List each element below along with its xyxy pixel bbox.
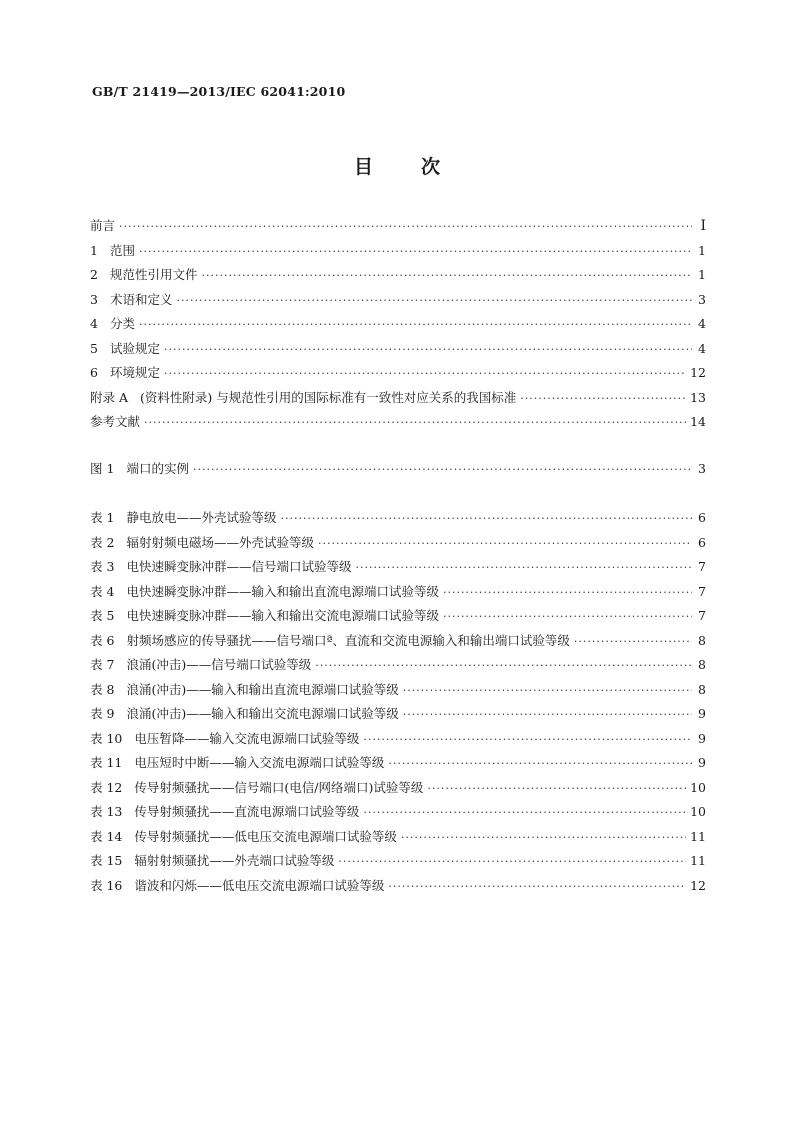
- entry-number: 2: [90, 267, 98, 282]
- toc-tables-section: [90, 508, 706, 900]
- entry-number: 表 6: [90, 632, 115, 648]
- table-entry[interactable]: [90, 876, 706, 901]
- entry-title: 规范性引用文件: [109, 267, 198, 282]
- table-entry[interactable]: [90, 631, 706, 656]
- page-number: 6: [698, 534, 706, 550]
- entry-title: 端口的实例: [126, 461, 189, 476]
- entry-number: 附录 A: [90, 389, 129, 405]
- entry-title: 参考文献: [90, 414, 141, 429]
- table-entry[interactable]: [90, 704, 706, 729]
- entry-title: 传导射频骚扰——低电压交流电源端口试验等级: [134, 828, 397, 844]
- table-entry[interactable]: [90, 557, 706, 582]
- entry-title: 范围: [109, 242, 135, 258]
- entry-number: 1: [90, 242, 98, 258]
- dot-leader: [201, 269, 692, 282]
- table-entry[interactable]: [90, 655, 706, 680]
- entry-title: 分类: [109, 316, 135, 331]
- toc-entry[interactable]: [90, 290, 706, 315]
- page-number: 1: [698, 242, 706, 258]
- page-title: 目次: [353, 156, 488, 178]
- entry-number: 表 7: [90, 657, 115, 672]
- dot-leader: [520, 392, 686, 405]
- page-number: 11: [690, 828, 706, 844]
- entry-number: 6: [90, 365, 98, 380]
- page-number: 12: [690, 877, 706, 893]
- page-number: 9: [698, 706, 706, 721]
- dot-leader: [193, 463, 692, 476]
- entry-title: 术语和定义: [109, 291, 173, 307]
- dot-leader: [427, 782, 686, 795]
- page-number: 1: [698, 267, 706, 282]
- page-number: 7: [698, 583, 706, 599]
- toc-entry[interactable]: [90, 412, 706, 437]
- dot-leader: [176, 294, 692, 307]
- table-entry[interactable]: [90, 508, 706, 533]
- page-number: 8: [698, 632, 706, 648]
- entry-title: 电压短时中断——输入交流电源端口试验等级: [134, 755, 385, 770]
- page-number: 7: [698, 559, 706, 574]
- dot-leader: [355, 561, 692, 574]
- page-number: 13: [690, 389, 706, 405]
- dot-leader: [280, 512, 692, 525]
- entry-title: 电快速瞬变脉冲群——输入和输出直流电源端口试验等级: [126, 583, 439, 599]
- table-entry[interactable]: [90, 606, 706, 631]
- page-number: Ⅰ: [700, 218, 706, 234]
- entry-number: 表 12: [90, 779, 123, 795]
- dot-leader: [144, 416, 686, 429]
- dot-leader: [443, 586, 692, 599]
- entry-title: 浪涌(冲击)——输入和输出直流电源端口试验等级: [126, 681, 399, 697]
- dot-leader: [338, 855, 686, 868]
- dot-leader: [318, 537, 692, 550]
- entry-number: 表 16: [90, 877, 123, 893]
- toc-figures-section: [90, 459, 706, 484]
- page-number: 4: [698, 340, 706, 356]
- table-entry[interactable]: [90, 778, 706, 803]
- table-entry[interactable]: [90, 533, 706, 558]
- entry-number: 4: [90, 316, 98, 331]
- dot-leader: [574, 635, 692, 648]
- entry-number: 表 10: [90, 730, 123, 746]
- toc-entry[interactable]: [90, 363, 706, 388]
- page-number: 9: [698, 755, 706, 770]
- page-number: 4: [698, 316, 706, 331]
- entry-title: 辐射射频电磁场——外壳试验等级: [126, 534, 314, 550]
- figure-entry[interactable]: [90, 459, 706, 484]
- entry-number: 表 11: [90, 755, 123, 770]
- dot-leader: [401, 831, 686, 844]
- table-entry[interactable]: [90, 802, 706, 827]
- entry-number: 表 5: [90, 608, 115, 623]
- dot-leader: [403, 684, 692, 697]
- dot-leader: [315, 659, 692, 672]
- entry-title: 传导射频骚扰——直流电源端口试验等级: [134, 804, 360, 819]
- entry-number: 表 15: [90, 853, 123, 868]
- toc-entry[interactable]: [90, 314, 706, 339]
- dot-leader: [388, 757, 692, 770]
- dot-leader: [139, 318, 692, 331]
- toc-main-section: [90, 216, 706, 437]
- entry-number: 表 13: [90, 804, 123, 819]
- table-entry[interactable]: [90, 680, 706, 705]
- entry-number: 3: [90, 291, 98, 307]
- page-number: 8: [698, 681, 706, 697]
- entry-title: 射频场感应的传导骚扰——信号端口ª、直流和交流电源输入和输出端口试验等级: [126, 632, 570, 648]
- table-entry[interactable]: [90, 582, 706, 607]
- page-number: 3: [698, 291, 706, 307]
- dot-leader: [363, 733, 692, 746]
- entry-title: 试验规定: [109, 340, 160, 356]
- toc-entry[interactable]: [90, 265, 706, 290]
- entry-number: 表 9: [90, 706, 115, 721]
- entry-title: 静电放电——外壳试验等级: [126, 510, 277, 525]
- toc-entry[interactable]: [90, 339, 706, 364]
- entry-number: 表 3: [90, 559, 115, 574]
- entry-title: 辐射射频骚扰——外壳端口试验等级: [134, 853, 335, 868]
- dot-leader: [403, 708, 692, 721]
- toc-entry[interactable]: [90, 388, 706, 413]
- page-number: 9: [698, 730, 706, 746]
- page-number: 6: [698, 510, 706, 525]
- dot-leader: [443, 610, 692, 623]
- entry-title: 电快速瞬变脉冲群——信号端口试验等级: [126, 559, 352, 574]
- entry-title: 浪涌(冲击)——输入和输出交流电源端口试验等级: [126, 706, 399, 721]
- dot-leader: [119, 220, 692, 233]
- entry-number: 5: [90, 340, 98, 356]
- page-number: 3: [698, 461, 706, 476]
- table-entry[interactable]: [90, 851, 706, 876]
- entry-title: 环境规定: [109, 365, 160, 380]
- page-number: 10: [690, 804, 706, 819]
- entry-title: 浪涌(冲击)——信号端口试验等级: [126, 657, 312, 672]
- table-entry[interactable]: [90, 753, 706, 778]
- entry-title: 电压暂降——输入交流电源端口试验等级: [134, 730, 360, 746]
- dot-leader: [363, 806, 686, 819]
- page-number: 11: [690, 853, 706, 868]
- entry-number: 表 2: [90, 534, 115, 550]
- document-code: GB/T 21419—2013/IEC 62041:2010: [92, 84, 346, 99]
- table-entry[interactable]: [90, 827, 706, 852]
- page-number: 8: [698, 657, 706, 672]
- entry-title: 前言: [90, 218, 116, 233]
- entry-number: 表 8: [90, 681, 115, 697]
- dot-leader: [164, 343, 692, 356]
- entry-number: 表 4: [90, 583, 115, 599]
- toc-entry[interactable]: [90, 241, 706, 266]
- table-entry[interactable]: [90, 729, 706, 754]
- page-number: 14: [690, 414, 706, 429]
- entry-number: 图 1: [90, 461, 115, 476]
- entry-number: 表 1: [90, 510, 115, 525]
- dot-leader: [388, 880, 686, 893]
- entry-title: 电快速瞬变脉冲群——输入和输出交流电源端口试验等级: [126, 608, 439, 623]
- entry-title: 谐波和闪烁——低电压交流电源端口试验等级: [134, 877, 385, 893]
- dot-leader: [164, 367, 686, 380]
- toc-entry[interactable]: [90, 216, 706, 241]
- dot-leader: [139, 245, 692, 258]
- page-number: 12: [690, 365, 706, 380]
- entry-title: (资料性附录) 与规范性引用的国际标准有一致性对应关系的我国标准: [140, 389, 517, 405]
- entry-number: 表 14: [90, 828, 123, 844]
- entry-title: 传导射频骚扰——信号端口(电信/网络端口)试验等级: [134, 779, 424, 795]
- page-number: 10: [690, 779, 706, 795]
- page-number: 7: [698, 608, 706, 623]
